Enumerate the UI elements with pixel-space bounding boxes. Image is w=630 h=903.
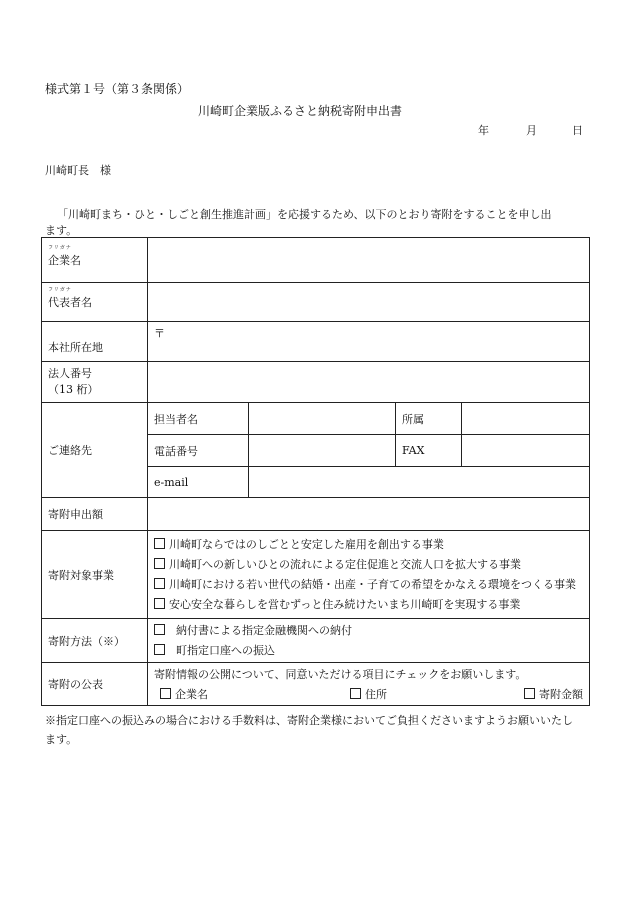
fax-field[interactable] (462, 435, 590, 467)
publish-options (154, 685, 583, 703)
addressee: 川崎町長 様 (45, 164, 111, 177)
address-field[interactable] (148, 322, 590, 362)
date-month: 月 (526, 124, 537, 137)
address-label: 本社所在地 (42, 322, 148, 362)
date-day: 日 (572, 124, 583, 137)
corp-no-digits: （13 桁） (48, 383, 99, 396)
publish-text: 寄附情報の公開について、同意いただける項目にチェックをお願いします。 (154, 668, 527, 681)
checkbox[interactable] (160, 688, 171, 699)
contact-label: ご連絡先 (42, 403, 148, 498)
footer-note-line-1: ※指定口座への振込みの場合における手数料は、寄附企業様においてご負担くださいますようお願いいたし (45, 714, 573, 727)
company-name-field[interactable] (148, 238, 590, 283)
phone-field[interactable] (249, 435, 396, 467)
publish-option-company[interactable]: 企業名 (160, 685, 208, 705)
company-furigana: フリガナ (48, 245, 72, 251)
email-field[interactable] (249, 467, 590, 498)
email-label: e-mail (148, 467, 249, 498)
target-option-4[interactable]: 安心安全な暮らしを営むずっと住み続けたいまち川崎町を実現する事業 (154, 595, 583, 615)
checkbox[interactable] (154, 558, 165, 569)
corp-no-label-cell (42, 362, 148, 403)
publish-cell (148, 663, 590, 706)
checkbox[interactable] (154, 624, 165, 635)
donation-form-table (41, 237, 590, 706)
method-option-2[interactable]: 町指定口座への振込 (154, 641, 583, 661)
target-option-3[interactable]: 川崎町における若い世代の結婚・出産・子育ての希望をかなえる環境をつくる事業 (154, 575, 583, 595)
company-label-cell (42, 238, 148, 283)
footer-note-line-2: ます。 (45, 733, 78, 746)
rep-name-field[interactable] (148, 283, 590, 322)
rep-furigana: フリガナ (48, 287, 72, 293)
checkbox[interactable] (154, 578, 165, 589)
person-label: 担当者名 (148, 403, 249, 435)
dept-label: 所属 (396, 403, 462, 435)
method-label: 寄附方法（※） (42, 619, 148, 663)
publish-option-address[interactable]: 住所 (350, 685, 387, 705)
corp-no-field[interactable] (148, 362, 590, 403)
company-label: 企業名 (48, 254, 81, 267)
publish-label: 寄附の公表 (42, 663, 148, 706)
fax-label: FAX (396, 435, 462, 467)
amount-field[interactable] (148, 498, 590, 531)
postal-mark: 〒 (154, 327, 165, 340)
phone-label: 電話番号 (148, 435, 249, 467)
corp-no-label: 法人番号 (48, 367, 92, 380)
rep-label-cell (42, 283, 148, 322)
rep-label: 代表者名 (48, 296, 92, 309)
date-year: 年 (478, 124, 489, 137)
checkbox[interactable] (154, 644, 165, 655)
checkbox[interactable] (524, 688, 535, 699)
form-number: 様式第１号（第３条関係） (45, 82, 190, 96)
checkbox[interactable] (154, 598, 165, 609)
checkbox[interactable] (350, 688, 361, 699)
target-option-1[interactable]: 川崎町ならではのしごとと安定した雇用を創出する事業 (154, 535, 583, 555)
publish-option-amount[interactable]: 寄附金額 (524, 685, 583, 705)
page-title: 川崎町企業版ふるさと納税寄附申出書 (198, 104, 403, 118)
intro-line-1: 「川崎町まち・ひと・しごと創生推進計画」を応援するため、以下のとおり寄附をすることを申し出 (57, 208, 552, 221)
dept-field[interactable] (462, 403, 590, 435)
method-option-1[interactable]: 納付書による指定金融機関への納付 (154, 621, 583, 641)
person-field[interactable] (249, 403, 396, 435)
target-options (148, 531, 590, 619)
method-options (148, 619, 590, 663)
target-option-2[interactable]: 川崎町への新しいひとの流れによる定住促進と交流人口を拡大する事業 (154, 555, 583, 575)
amount-label: 寄附申出額 (42, 498, 148, 531)
target-label: 寄附対象事業 (42, 531, 148, 619)
intro-line-2: ます。 (45, 224, 78, 237)
checkbox[interactable] (154, 538, 165, 549)
